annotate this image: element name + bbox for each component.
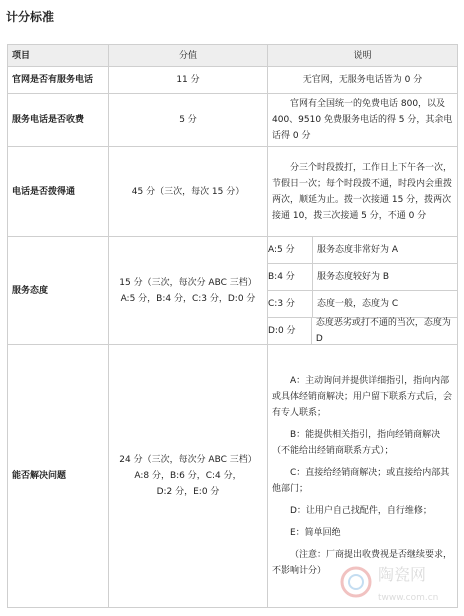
table-row <box>8 94 458 147</box>
sub-value: 态度恶劣或打不通的当次，态度为 D <box>315 318 451 344</box>
row-item: 服务态度 <box>8 237 109 345</box>
table-row <box>8 237 458 345</box>
row-score-detail: A:5 分，B:4 分，C:3 分，D:0 分 <box>120 293 256 304</box>
row-desc: 分三个时段拨打，工作日上下午各一次，节假日一次；每个时段拨不通，时段内会重拨两次，顺延为止。拨一次接通 15 分，拨两次接通 10，拨三次接通 5 分，不通 0 分 <box>272 162 453 221</box>
row-score-cell <box>109 345 268 608</box>
watermark-logo-icon <box>338 550 458 610</box>
watermark-url: twww.com.cn <box>378 593 439 603</box>
row-score: 15 分（三次，每次分 ABC 三档） <box>119 277 257 288</box>
row-score-detail: D:2 分，E:0 分 <box>156 487 220 497</box>
row-score: 24 分（三次，每次分 ABC 三档） <box>119 455 257 465</box>
sub-key: C:3 分 <box>268 291 313 317</box>
header-desc: 说明 <box>268 45 458 67</box>
watermark-text: 陶瓷网 <box>378 565 427 584</box>
header-item: 项目 <box>8 45 109 67</box>
row-desc-cell <box>268 94 458 147</box>
row-score: 11 分 <box>109 67 268 94</box>
row-item: 服务电话是否收费 <box>8 94 109 147</box>
sub-key: D:0 分 <box>268 318 312 344</box>
sub-row <box>268 237 457 264</box>
row-desc: 官网有全国统一的免费电话 800，以及 400、9510 免费服务电话的得 5 分，其余电话得 0 分 <box>272 99 453 141</box>
table-row <box>8 67 458 94</box>
sub-value: 服务态度较好为 B <box>317 272 390 282</box>
row-desc: D：让用户自己找配件，自行维修； <box>290 506 432 516</box>
header-score: 分值 <box>109 45 268 67</box>
sub-key: A:5 分 <box>268 237 313 263</box>
row-desc: E：简单回绝 <box>290 528 341 538</box>
row-desc: C：直接给经销商解决；或直接给内部其他部门； <box>272 468 450 494</box>
row-score: 45 分（三次，每次 15 分） <box>109 147 268 237</box>
sub-key: B:4 分 <box>268 264 313 290</box>
sub-value: 服务态度非常好为 A <box>317 245 399 255</box>
sub-value: 态度一般，态度为 C <box>317 299 399 309</box>
row-item: 官网是否有服务电话 <box>8 67 109 94</box>
row-sub-cell <box>268 237 458 345</box>
row-desc-cell <box>268 147 458 237</box>
row-item: 电话是否拨得通 <box>8 147 109 237</box>
row-desc: A：主动询问并提供详细指引，指向内部或具体经销商解决；用户留下联系方式后，会有专人联系； <box>272 376 453 418</box>
row-desc: B：能提供相关指引，指向经销商解决（不能给出经销商联系方式）； <box>272 430 441 456</box>
row-score-detail: A:8 分，B:6 分，C:4 分， <box>134 471 242 481</box>
sub-row <box>268 264 457 291</box>
sub-row <box>268 318 457 344</box>
table-row <box>8 147 458 237</box>
row-score: 5 分 <box>109 94 268 147</box>
scoring-table <box>7 44 458 608</box>
row-score-cell <box>109 237 268 345</box>
page-title: 计分标准 <box>6 10 55 24</box>
table-header-row <box>8 45 458 67</box>
row-item: 能否解决问题 <box>8 345 109 608</box>
row-desc: （注意：厂商提出收费视是否继续要求，不影响计分） <box>272 550 453 576</box>
row-desc: 无官网，无服务电话皆为 0 分 <box>268 67 458 94</box>
sub-row <box>268 291 457 318</box>
